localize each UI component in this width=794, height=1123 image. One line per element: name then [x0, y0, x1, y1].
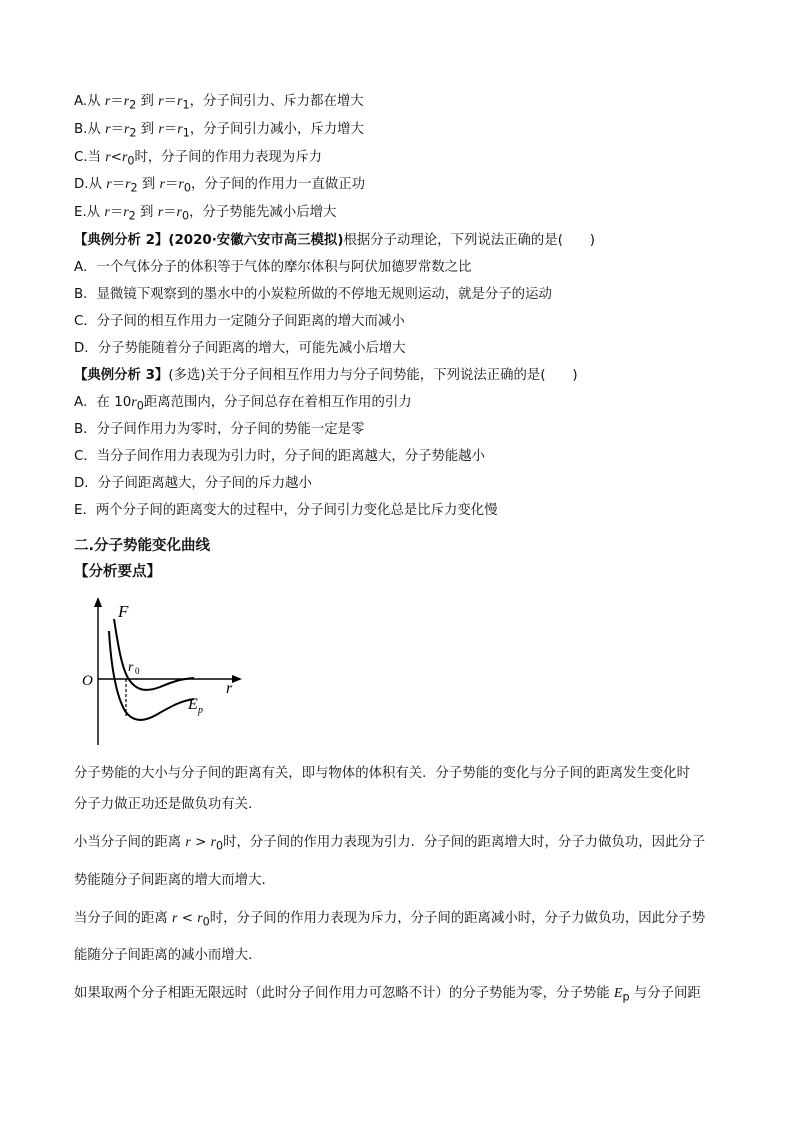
- example-3-option-b: B．分子间作用力为零时，分子间的势能一定是零: [74, 422, 365, 437]
- example-2-option-c: C．分子间的相互作用力一定随分子间距离的增大而减小: [74, 314, 405, 329]
- paragraph-4-line-1: 如果取两个分子相距无限远时（此时分子间作用力可忽略不计）的分子势能为零，分子势能 $E_p$ 与分子间距: [74, 986, 701, 1004]
- example-2-option-a: A．一个气体分子的体积等于气体的摩尔体积与阿伏加德罗常数之比: [74, 260, 472, 275]
- example-3-option-c: C．当分子间作用力表现为引力时，分子间的距离越大，分子势能越小: [74, 449, 486, 464]
- label-f: F: [118, 602, 129, 621]
- example-2-question: 【典例分析 2】(2020·安徽六安市高三模拟)根据分子动理论，下列说法正确的是( ): [74, 233, 595, 248]
- option-e-prev: E.从 $r=r_2$ 到 $r=r_0$，分子势能先减小后增大: [74, 205, 337, 223]
- label-r-axis: r: [226, 680, 233, 697]
- example-3-option-a: A．在 $10r_0$距离范围内，分子间总存在着相互作用的引力: [74, 395, 412, 413]
- option-a-prev: A.从 $r=r_2$ 到 $r=r_1$，分子间引力、斥力都在增大: [74, 94, 364, 112]
- label-r0: r: [128, 660, 134, 675]
- label-ep-sub: p: [198, 705, 203, 716]
- example-3-question: 【典例分析 3】(多选)关于分子间相互作用力与分子间势能，下列说法正确的是( ): [74, 368, 578, 383]
- section-title: 二.分子势能变化曲线: [74, 538, 211, 554]
- option-b-prev: B.从 $r=r_2$ 到 $r=r_1$，分子间引力减小，斥力增大: [74, 122, 364, 140]
- label-origin: O: [82, 673, 93, 689]
- paragraph-2-line-2: 势能随分子间距离的增大而增大．: [74, 873, 275, 888]
- paragraph-1-line-1: 分子势能的大小与分子间的距离有关，即与物体的体积有关．分子势能的变化与分子间的距离发生变化时: [74, 766, 690, 781]
- example-3-option-d: D．分子间距离越大，分子间的斥力越小: [74, 476, 312, 491]
- paragraph-1-line-2: 分子力做正功还是做负功有关．: [74, 797, 262, 812]
- x-axis-arrow: [232, 675, 242, 683]
- label-r0-sub: 0: [135, 666, 140, 676]
- paragraph-3-line-2: 能随分子间距离的减小而增大．: [74, 948, 262, 963]
- paragraph-2-line-1: 小当分子间的距离 $r > r_0$时，分子间的作用力表现为引力．分子间的距离增大时，分子力做负功，因此分子: [74, 835, 706, 853]
- example-3-option-e: E．两个分子间的距离变大的过程中，分子间引力变化总是比斥力变化慢: [74, 503, 498, 518]
- option-d-prev: D.从 $r=r_2$ 到 $r=r_0$，分子间的作用力一直做正功: [74, 177, 366, 195]
- option-c-prev: C.当 $r<r_0$时，分子间的作用力表现为斥力: [74, 150, 322, 168]
- potential-energy-graph: [80, 595, 250, 750]
- section-subtitle: 【分析要点】: [74, 564, 161, 580]
- paragraph-3-line-1: 当分子间的距离 $r < r_0$时，分子间的作用力表现为斥力，分子间的距离减小时，分子力做负功，因此分子势: [74, 911, 706, 929]
- example-2-option-d: D．分子势能随着分子间距离的增大，可能先减小后增大: [74, 341, 406, 356]
- potential-curve: [109, 631, 194, 720]
- example-2-option-b: B．显微镜下观察到的墨水中的小炭粒所做的不停地无规则运动，就是分子的运动: [74, 287, 552, 302]
- label-ep: E: [188, 696, 198, 713]
- y-axis-arrow: [94, 597, 102, 607]
